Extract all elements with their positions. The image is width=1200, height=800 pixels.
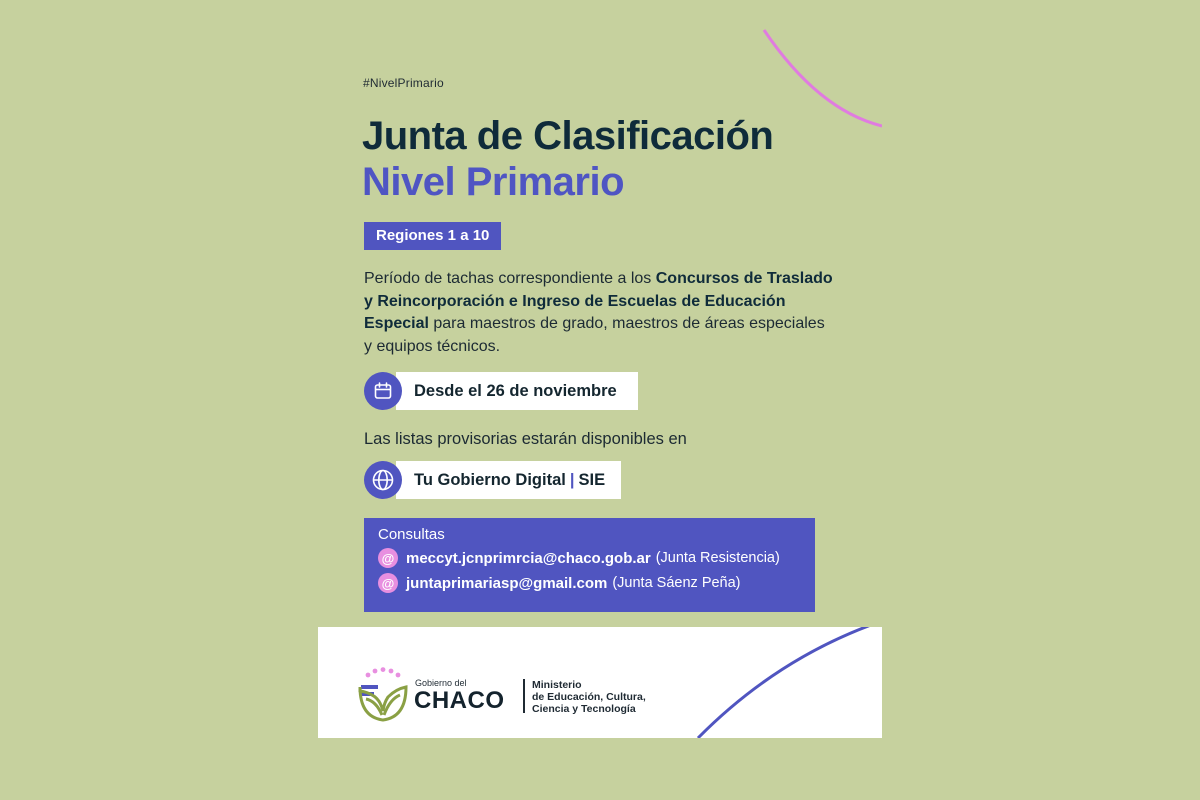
web-label-main: Tu Gobierno Digital xyxy=(414,470,566,489)
at-icon: @ xyxy=(378,573,398,593)
chaco-logo-icon xyxy=(358,667,408,723)
description xyxy=(364,268,834,358)
globe-icon xyxy=(364,461,402,499)
page-title: Junta de Clasificación xyxy=(362,114,774,158)
region-badge: Regiones 1 a 10 xyxy=(364,222,501,250)
contact-row xyxy=(378,573,801,593)
description-text-end: para maestros de grado, maestros de áreas especiales y equipos técnicos. xyxy=(364,315,825,355)
ministerio-line: de Educación, Cultura, xyxy=(532,691,646,703)
logo-text-small: Gobierno del xyxy=(415,678,467,688)
calendar-icon xyxy=(364,372,402,410)
web-label-sie: SIE xyxy=(578,470,606,489)
footer xyxy=(318,627,882,738)
description-text: Período de tachas correspondiente a los xyxy=(364,270,656,287)
at-icon: @ xyxy=(378,548,398,568)
ministerio-line: Ministerio xyxy=(532,679,582,691)
poster xyxy=(318,0,882,800)
date-pill xyxy=(364,372,638,410)
contact-email[interactable]: meccyt.jcnprimrcia@chaco.gob.ar xyxy=(406,549,651,567)
consultas-box xyxy=(364,518,815,612)
date-label: Desde el 26 de noviembre xyxy=(396,372,638,410)
hashtag: #NivelPrimario xyxy=(363,76,444,90)
logo-divider xyxy=(523,679,525,713)
contact-note: (Junta Resistencia) xyxy=(655,550,780,566)
contact-row xyxy=(378,548,801,568)
logo-text-chaco: CHACO xyxy=(414,687,505,714)
contact-email[interactable]: juntaprimariasp@gmail.com xyxy=(406,574,608,592)
consultas-title: Consultas xyxy=(378,526,445,543)
description-bold: Concursos de Traslado y Reincorporación e Ingreso de Escuelas de Educación Especial xyxy=(364,270,833,332)
ministerio-line: Ciencia y Tecnología xyxy=(532,703,636,715)
web-label[interactable] xyxy=(396,461,621,499)
page-subtitle: Nivel Primario xyxy=(362,160,625,204)
web-label-separator: | xyxy=(569,470,575,489)
contact-note: (Junta Sáenz Peña) xyxy=(612,575,741,591)
availability-text: Las listas provisorias estarán disponibles en xyxy=(364,430,687,448)
ministerio-label xyxy=(532,679,646,715)
web-pill[interactable] xyxy=(364,461,621,499)
